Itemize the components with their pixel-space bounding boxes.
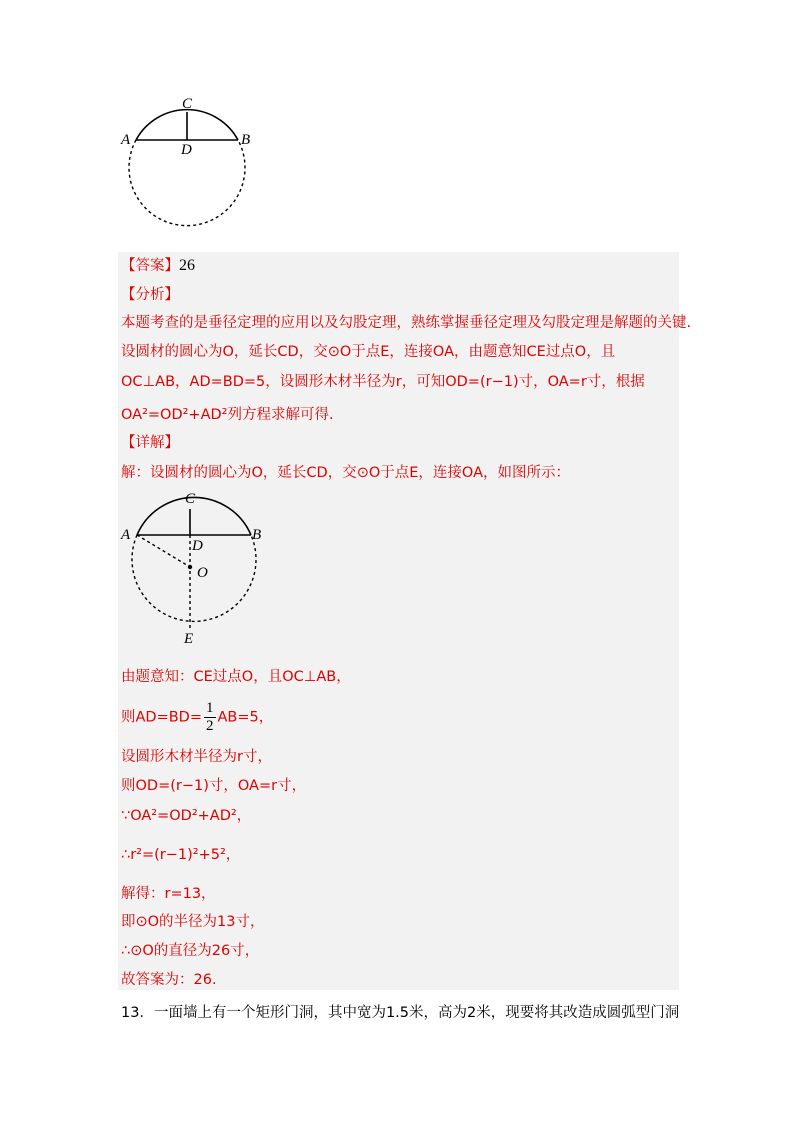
step-6: ∴r²=(r−1)²+5²， [121, 847, 241, 863]
step-5: ∵OA²=OD²+AD²， [121, 808, 252, 824]
analysis-tag: 【分析】 [121, 287, 179, 303]
label-c: C [182, 96, 193, 112]
answer-tag: 【答案】 [121, 258, 179, 274]
segment-oa [137, 535, 190, 567]
label-a: A [121, 132, 131, 148]
step-8: 即⊙O的半径为13寸， [121, 914, 265, 930]
step-2-post: AB=5， [217, 709, 274, 726]
analysis-line-1: 本题考查的是垂径定理的应用以及勾股定理，熟练掌握垂径定理及勾股定理是解题的关键. [121, 315, 692, 331]
step-2 [121, 700, 273, 735]
label-a: A [121, 527, 131, 543]
step-7: 解得：r=13， [121, 886, 216, 902]
analysis-line-2: 设圆材的圆心为O，延长CD，交⊙O于点E，连接OA，由题意知CE过点O，且 [121, 344, 616, 360]
fraction-numerator: 1 [206, 700, 214, 716]
label-d: D [192, 538, 203, 554]
next-question-text: 13．一面墙上有一个矩形门洞，其中宽为1.5米，高为2米，现要将其改造成圆弧型门洞 [121, 1005, 680, 1021]
step-3: 设圆形木材半径为r寸， [121, 749, 272, 765]
fraction-denominator: 2 [206, 718, 214, 734]
detail-tag: 【详解】 [121, 435, 179, 451]
step-2-pre: 则AD=BD= [121, 709, 202, 726]
label-c: C [185, 491, 196, 507]
step-9: ∴⊙O的直径为26寸， [121, 943, 260, 959]
analysis-line-3: OC⊥AB，AD=BD=5，设圆形木材半径为r，可知OD=(r−1)寸，OA=r寸，根据 [121, 374, 645, 390]
center-point [188, 565, 192, 569]
label-b: B [252, 527, 262, 543]
step-10: 故答案为：26. [121, 972, 217, 988]
answer-value: 26 [179, 257, 195, 274]
circle-figure-1 [110, 92, 270, 232]
answer-line [121, 256, 195, 276]
label-d: D [181, 142, 192, 158]
fraction-half [204, 700, 216, 735]
circle-figure-2 [110, 485, 280, 650]
label-e: E [184, 631, 194, 647]
label-o: O [197, 565, 208, 581]
step-4: 则OD=(r−1)寸，OA=r寸， [121, 778, 307, 794]
analysis-line-4: OA²=OD²+AD²列方程求解可得. [121, 407, 334, 423]
detail-line-1: 解：设圆材的圆心为O，延长CD，交⊙O于点E，连接OA，如图所示： [121, 465, 571, 481]
label-b: B [241, 132, 251, 148]
step-1: 由题意知：CE过点O，且OC⊥AB， [121, 669, 351, 685]
